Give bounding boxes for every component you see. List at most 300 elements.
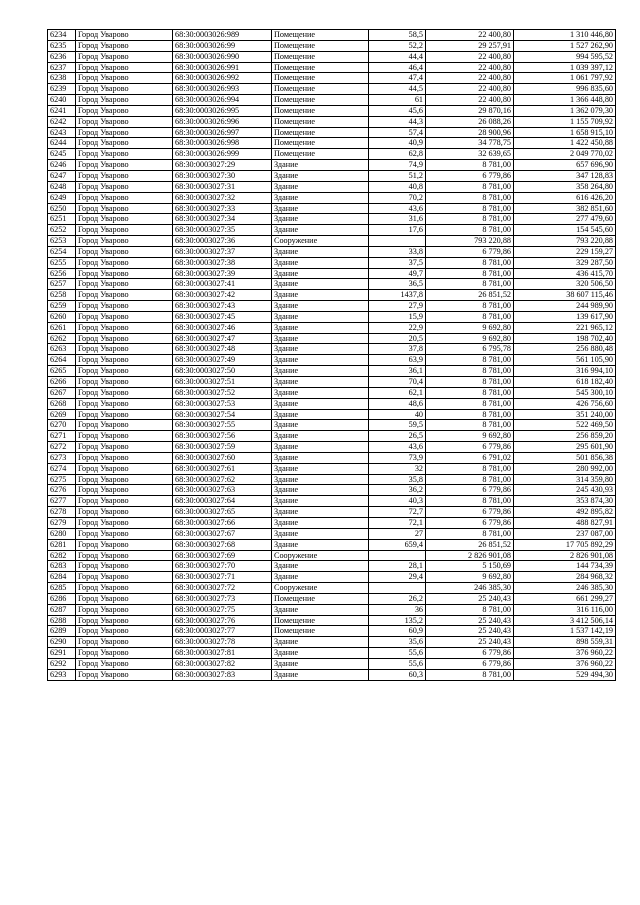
- cadastral-number-cell: 68:30:0003027:78: [173, 637, 272, 648]
- cadastral-value-cell: 256 880,48: [514, 344, 616, 355]
- specific-value-cell: 9 692,80: [426, 431, 514, 442]
- object-type-cell: Здание: [272, 225, 369, 236]
- table-row: [48, 246, 616, 257]
- locality-cell: Город Уварово: [76, 333, 173, 344]
- row-number-cell: 6274: [48, 463, 76, 474]
- cadastral-value-cell: 154 545,60: [514, 225, 616, 236]
- cadastral-value-cell: 618 182,40: [514, 377, 616, 388]
- cadastral-number-cell: 68:30:0003027:52: [173, 387, 272, 398]
- locality-cell: Город Уварово: [76, 420, 173, 431]
- specific-value-cell: 6 779,86: [426, 648, 514, 659]
- row-number-cell: 6254: [48, 246, 76, 257]
- row-number-cell: 6243: [48, 127, 76, 138]
- area-cell: 26,5: [369, 431, 426, 442]
- row-number-cell: 6280: [48, 528, 76, 539]
- locality-cell: Город Уварово: [76, 550, 173, 561]
- cadastral-number-cell: 68:30:0003027:69: [173, 550, 272, 561]
- specific-value-cell: 26 851,52: [426, 539, 514, 550]
- area-cell: 659,4: [369, 539, 426, 550]
- cadastral-number-cell: 68:30:0003027:77: [173, 626, 272, 637]
- row-number-cell: 6260: [48, 311, 76, 322]
- specific-value-cell: 22 400,80: [426, 84, 514, 95]
- table-row: [48, 658, 616, 669]
- area-cell: 58,5: [369, 30, 426, 41]
- locality-cell: Город Уварово: [76, 62, 173, 73]
- cadastral-value-cell: 246 385,30: [514, 583, 616, 594]
- object-type-cell: Помещение: [272, 593, 369, 604]
- row-number-cell: 6247: [48, 170, 76, 181]
- specific-value-cell: 8 781,00: [426, 268, 514, 279]
- row-number-cell: 6285: [48, 583, 76, 594]
- table-row: [48, 604, 616, 615]
- specific-value-cell: 8 781,00: [426, 398, 514, 409]
- row-number-cell: 6279: [48, 517, 76, 528]
- area-cell: 44,5: [369, 84, 426, 95]
- specific-value-cell: 22 400,80: [426, 30, 514, 41]
- row-number-cell: 6271: [48, 431, 76, 442]
- locality-cell: Город Уварово: [76, 626, 173, 637]
- cadastral-value-cell: 245 430,93: [514, 485, 616, 496]
- table-row: [48, 333, 616, 344]
- object-type-cell: Здание: [272, 170, 369, 181]
- locality-cell: Город Уварово: [76, 517, 173, 528]
- cadastral-number-cell: 68:30:0003027:71: [173, 572, 272, 583]
- cadastral-value-cell: 1 658 915,10: [514, 127, 616, 138]
- cadastral-value-cell: 492 895,82: [514, 507, 616, 518]
- row-number-cell: 6244: [48, 138, 76, 149]
- cadastral-number-cell: 68:30:0003027:68: [173, 539, 272, 550]
- object-type-cell: Здание: [272, 279, 369, 290]
- table-row: [48, 116, 616, 127]
- area-cell: 31,6: [369, 214, 426, 225]
- area-cell: 72,1: [369, 517, 426, 528]
- object-type-cell: Помещение: [272, 626, 369, 637]
- area-cell: 26,2: [369, 593, 426, 604]
- cadastral-value-cell: 358 264,80: [514, 181, 616, 192]
- area-cell: 22,9: [369, 322, 426, 333]
- row-number-cell: 6266: [48, 377, 76, 388]
- table-row: [48, 387, 616, 398]
- specific-value-cell: 8 781,00: [426, 496, 514, 507]
- specific-value-cell: 26 088,26: [426, 116, 514, 127]
- area-cell: 36,5: [369, 279, 426, 290]
- row-number-cell: 6287: [48, 604, 76, 615]
- locality-cell: Город Уварово: [76, 170, 173, 181]
- cadastral-number-cell: 68:30:0003027:53: [173, 398, 272, 409]
- area-cell: 43,6: [369, 442, 426, 453]
- locality-cell: Город Уварово: [76, 181, 173, 192]
- table-row: [48, 225, 616, 236]
- cadastral-value-cell: 314 359,80: [514, 474, 616, 485]
- object-type-cell: Здание: [272, 355, 369, 366]
- row-number-cell: 6239: [48, 84, 76, 95]
- table-row: [48, 561, 616, 572]
- cadastral-value-cell: 616 426,20: [514, 192, 616, 203]
- row-number-cell: 6255: [48, 257, 76, 268]
- area-cell: [369, 550, 426, 561]
- area-cell: 33,8: [369, 246, 426, 257]
- table-row: [48, 485, 616, 496]
- area-cell: 70,4: [369, 377, 426, 388]
- specific-value-cell: 32 639,65: [426, 149, 514, 160]
- object-type-cell: Здание: [272, 637, 369, 648]
- object-type-cell: Сооружение: [272, 550, 369, 561]
- row-number-cell: 6293: [48, 669, 76, 680]
- locality-cell: Город Уварово: [76, 669, 173, 680]
- specific-value-cell: 25 240,43: [426, 593, 514, 604]
- object-type-cell: Здание: [272, 409, 369, 420]
- cadastral-value-cell: 522 469,50: [514, 420, 616, 431]
- object-type-cell: Здание: [272, 192, 369, 203]
- row-number-cell: 6281: [48, 539, 76, 550]
- locality-cell: Город Уварово: [76, 387, 173, 398]
- locality-cell: Город Уварово: [76, 290, 173, 301]
- cadastral-number-cell: 68:30:0003026:992: [173, 73, 272, 84]
- table-row: [48, 539, 616, 550]
- area-cell: 40,8: [369, 181, 426, 192]
- object-type-cell: Здание: [272, 387, 369, 398]
- specific-value-cell: 793 220,88: [426, 236, 514, 247]
- cadastral-value-cell: 529 494,30: [514, 669, 616, 680]
- specific-value-cell: 28 900,96: [426, 127, 514, 138]
- object-type-cell: Помещение: [272, 105, 369, 116]
- cadastral-value-cell: 1 039 397,12: [514, 62, 616, 73]
- locality-cell: Город Уварово: [76, 127, 173, 138]
- cadastral-value-cell: 996 835,60: [514, 84, 616, 95]
- locality-cell: Город Уварово: [76, 377, 173, 388]
- row-number-cell: 6272: [48, 442, 76, 453]
- cadastral-value-cell: 376 960,22: [514, 658, 616, 669]
- cadastral-number-cell: 68:30:0003027:73: [173, 593, 272, 604]
- cadastral-number-cell: 68:30:0003027:55: [173, 420, 272, 431]
- cadastral-number-cell: 68:30:0003026:99: [173, 40, 272, 51]
- cadastral-number-cell: 68:30:0003027:65: [173, 507, 272, 518]
- object-type-cell: Здание: [272, 507, 369, 518]
- table-row: [48, 507, 616, 518]
- area-cell: 37,8: [369, 344, 426, 355]
- specific-value-cell: 9 692,80: [426, 333, 514, 344]
- specific-value-cell: 6 795,78: [426, 344, 514, 355]
- cadastral-number-cell: 68:30:0003027:59: [173, 442, 272, 453]
- row-number-cell: 6289: [48, 626, 76, 637]
- cadastral-number-cell: 68:30:0003027:61: [173, 463, 272, 474]
- locality-cell: Город Уварово: [76, 279, 173, 290]
- row-number-cell: 6252: [48, 225, 76, 236]
- cadastral-value-cell: 229 159,27: [514, 246, 616, 257]
- cadastral-number-cell: 68:30:0003027:29: [173, 160, 272, 171]
- specific-value-cell: 8 781,00: [426, 377, 514, 388]
- specific-value-cell: 6 779,86: [426, 485, 514, 496]
- cadastral-value-cell: 144 734,39: [514, 561, 616, 572]
- area-cell: 47,4: [369, 73, 426, 84]
- cadastral-value-cell: 295 601,90: [514, 442, 616, 453]
- specific-value-cell: 22 400,80: [426, 95, 514, 106]
- table-row: [48, 40, 616, 51]
- cadastral-number-cell: 68:30:0003027:50: [173, 366, 272, 377]
- cadastral-number-cell: 68:30:0003027:70: [173, 561, 272, 572]
- specific-value-cell: 5 150,69: [426, 561, 514, 572]
- object-type-cell: Здание: [272, 474, 369, 485]
- object-type-cell: Здание: [272, 246, 369, 257]
- cadastral-value-cell: 994 595,52: [514, 51, 616, 62]
- cadastral-value-cell: 898 559,31: [514, 637, 616, 648]
- locality-cell: Город Уварово: [76, 474, 173, 485]
- cadastral-number-cell: 68:30:0003027:56: [173, 431, 272, 442]
- object-type-cell: Здание: [272, 528, 369, 539]
- cadastral-value-cell: 38 607 115,46: [514, 290, 616, 301]
- row-number-cell: 6236: [48, 51, 76, 62]
- cadastral-number-cell: 68:30:0003027:37: [173, 246, 272, 257]
- table-row: [48, 279, 616, 290]
- locality-cell: Город Уварово: [76, 409, 173, 420]
- table-row: [48, 442, 616, 453]
- object-type-cell: Здание: [272, 268, 369, 279]
- cadastral-number-cell: 68:30:0003027:62: [173, 474, 272, 485]
- row-number-cell: 6237: [48, 62, 76, 73]
- row-number-cell: 6245: [48, 149, 76, 160]
- cadastral-value-cell: 353 874,30: [514, 496, 616, 507]
- row-number-cell: 6240: [48, 95, 76, 106]
- specific-value-cell: 8 781,00: [426, 225, 514, 236]
- specific-value-cell: 8 781,00: [426, 214, 514, 225]
- cadastral-number-cell: 68:30:0003026:998: [173, 138, 272, 149]
- cadastral-value-cell: 198 702,40: [514, 333, 616, 344]
- table-row: [48, 73, 616, 84]
- area-cell: 135,2: [369, 615, 426, 626]
- cadastral-number-cell: 68:30:0003027:63: [173, 485, 272, 496]
- cadastral-number-cell: 68:30:0003026:991: [173, 62, 272, 73]
- cadastral-number-cell: 68:30:0003027:54: [173, 409, 272, 420]
- object-type-cell: Здание: [272, 257, 369, 268]
- table-row: [48, 431, 616, 442]
- object-type-cell: Помещение: [272, 30, 369, 41]
- locality-cell: Город Уварово: [76, 344, 173, 355]
- cadastral-number-cell: 68:30:0003026:995: [173, 105, 272, 116]
- row-number-cell: 6284: [48, 572, 76, 583]
- object-type-cell: Помещение: [272, 116, 369, 127]
- locality-cell: Город Уварово: [76, 214, 173, 225]
- area-cell: 17,6: [369, 225, 426, 236]
- row-number-cell: 6265: [48, 366, 76, 377]
- row-number-cell: 6249: [48, 192, 76, 203]
- table-row: [48, 214, 616, 225]
- specific-value-cell: 8 781,00: [426, 160, 514, 171]
- cadastral-value-cell: 17 705 892,29: [514, 539, 616, 550]
- area-cell: 37,5: [369, 257, 426, 268]
- cadastral-number-cell: 68:30:0003026:999: [173, 149, 272, 160]
- cadastral-number-cell: 68:30:0003027:49: [173, 355, 272, 366]
- cadastral-number-cell: 68:30:0003026:989: [173, 30, 272, 41]
- locality-cell: Город Уварово: [76, 452, 173, 463]
- object-type-cell: Здание: [272, 539, 369, 550]
- area-cell: 45,6: [369, 105, 426, 116]
- locality-cell: Город Уварово: [76, 539, 173, 550]
- cadastral-value-cell: 501 856,38: [514, 452, 616, 463]
- locality-cell: Город Уварово: [76, 84, 173, 95]
- area-cell: 62,1: [369, 387, 426, 398]
- specific-value-cell: 9 692,80: [426, 322, 514, 333]
- locality-cell: Город Уварово: [76, 593, 173, 604]
- row-number-cell: 6262: [48, 333, 76, 344]
- specific-value-cell: 25 240,43: [426, 626, 514, 637]
- cadastral-value-cell: 139 617,90: [514, 311, 616, 322]
- locality-cell: Город Уварово: [76, 225, 173, 236]
- area-cell: 20,5: [369, 333, 426, 344]
- table-row: [48, 192, 616, 203]
- specific-value-cell: 8 781,00: [426, 387, 514, 398]
- area-cell: 46,4: [369, 62, 426, 73]
- area-cell: 28,1: [369, 561, 426, 572]
- locality-cell: Город Уварово: [76, 561, 173, 572]
- specific-value-cell: 8 781,00: [426, 669, 514, 680]
- area-cell: 60,9: [369, 626, 426, 637]
- locality-cell: Город Уварово: [76, 95, 173, 106]
- table-row: [48, 84, 616, 95]
- object-type-cell: Здание: [272, 322, 369, 333]
- table-row: [48, 236, 616, 247]
- row-number-cell: 6234: [48, 30, 76, 41]
- object-type-cell: Помещение: [272, 62, 369, 73]
- table-row: [48, 615, 616, 626]
- object-type-cell: Здание: [272, 658, 369, 669]
- cadastral-value-cell: 1 527 262,90: [514, 40, 616, 51]
- locality-cell: Город Уварово: [76, 366, 173, 377]
- table-row: [48, 452, 616, 463]
- object-type-cell: Здание: [272, 344, 369, 355]
- cadastral-number-cell: 68:30:0003027:38: [173, 257, 272, 268]
- cadastral-value-cell: 426 756,60: [514, 398, 616, 409]
- row-number-cell: 6273: [48, 452, 76, 463]
- specific-value-cell: 8 781,00: [426, 192, 514, 203]
- cadastral-value-cell: 1 422 450,88: [514, 138, 616, 149]
- row-number-cell: 6292: [48, 658, 76, 669]
- locality-cell: Город Уварово: [76, 192, 173, 203]
- object-type-cell: Здание: [272, 604, 369, 615]
- cadastral-number-cell: 68:30:0003027:64: [173, 496, 272, 507]
- area-cell: 62,8: [369, 149, 426, 160]
- specific-value-cell: 29 870,16: [426, 105, 514, 116]
- cadastral-number-cell: 68:30:0003027:82: [173, 658, 272, 669]
- object-type-cell: Здание: [272, 517, 369, 528]
- specific-value-cell: 6 779,86: [426, 442, 514, 453]
- cadastral-number-cell: 68:30:0003027:35: [173, 225, 272, 236]
- specific-value-cell: 8 781,00: [426, 463, 514, 474]
- cadastral-value-cell: 661 299,27: [514, 593, 616, 604]
- object-type-cell: Здание: [272, 377, 369, 388]
- table-row: [48, 648, 616, 659]
- specific-value-cell: 8 781,00: [426, 604, 514, 615]
- locality-cell: Город Уварово: [76, 355, 173, 366]
- row-number-cell: 6259: [48, 301, 76, 312]
- area-cell: 44,4: [369, 51, 426, 62]
- cadastral-number-cell: 68:30:0003026:994: [173, 95, 272, 106]
- row-number-cell: 6275: [48, 474, 76, 485]
- row-number-cell: 6253: [48, 236, 76, 247]
- table-row: [48, 149, 616, 160]
- cadastral-value-cell: 280 992,00: [514, 463, 616, 474]
- object-type-cell: Здание: [272, 561, 369, 572]
- cadastral-value-cell: 1 362 079,30: [514, 105, 616, 116]
- object-type-cell: Здание: [272, 333, 369, 344]
- cadastral-value-cell: 657 696,90: [514, 160, 616, 171]
- cadastral-number-cell: 68:30:0003027:31: [173, 181, 272, 192]
- object-type-cell: Здание: [272, 669, 369, 680]
- specific-value-cell: 6 779,86: [426, 170, 514, 181]
- cadastral-number-cell: 68:30:0003027:60: [173, 452, 272, 463]
- object-type-cell: Здание: [272, 442, 369, 453]
- cadastral-value-cell: 284 968,32: [514, 572, 616, 583]
- object-type-cell: Здание: [272, 398, 369, 409]
- row-number-cell: 6246: [48, 160, 76, 171]
- specific-value-cell: 22 400,80: [426, 51, 514, 62]
- row-number-cell: 6268: [48, 398, 76, 409]
- locality-cell: Город Уварово: [76, 311, 173, 322]
- row-number-cell: 6235: [48, 40, 76, 51]
- specific-value-cell: 8 781,00: [426, 528, 514, 539]
- specific-value-cell: 6 779,86: [426, 658, 514, 669]
- specific-value-cell: 8 781,00: [426, 181, 514, 192]
- area-cell: [369, 583, 426, 594]
- table-row: [48, 420, 616, 431]
- table-row: [48, 517, 616, 528]
- locality-cell: Город Уварово: [76, 116, 173, 127]
- cadastral-number-cell: 68:30:0003027:67: [173, 528, 272, 539]
- object-type-cell: Здание: [272, 311, 369, 322]
- locality-cell: Город Уварово: [76, 246, 173, 257]
- area-cell: 57,4: [369, 127, 426, 138]
- cadastral-number-cell: 68:30:0003027:36: [173, 236, 272, 247]
- cadastral-value-cell: 320 506,50: [514, 279, 616, 290]
- cadastral-number-cell: 68:30:0003027:47: [173, 333, 272, 344]
- object-type-cell: Помещение: [272, 40, 369, 51]
- specific-value-cell: 8 781,00: [426, 409, 514, 420]
- cadastral-value-cell: 436 415,70: [514, 268, 616, 279]
- row-number-cell: 6257: [48, 279, 76, 290]
- cadastral-value-cell: 1 061 797,92: [514, 73, 616, 84]
- specific-value-cell: 8 781,00: [426, 257, 514, 268]
- specific-value-cell: 34 778,75: [426, 138, 514, 149]
- specific-value-cell: 6 791,02: [426, 452, 514, 463]
- locality-cell: Город Уварово: [76, 301, 173, 312]
- object-type-cell: Помещение: [272, 95, 369, 106]
- table-row: [48, 203, 616, 214]
- cadastral-number-cell: 68:30:0003027:76: [173, 615, 272, 626]
- locality-cell: Город Уварово: [76, 268, 173, 279]
- area-cell: 1437,8: [369, 290, 426, 301]
- locality-cell: Город Уварово: [76, 30, 173, 41]
- table-row: [48, 311, 616, 322]
- locality-cell: Город Уварово: [76, 40, 173, 51]
- table-row: [48, 138, 616, 149]
- area-cell: 74,9: [369, 160, 426, 171]
- area-cell: 36,2: [369, 485, 426, 496]
- cadastral-value-cell: 347 128,83: [514, 170, 616, 181]
- locality-cell: Город Уварово: [76, 398, 173, 409]
- locality-cell: Город Уварово: [76, 442, 173, 453]
- row-number-cell: 6276: [48, 485, 76, 496]
- row-number-cell: 6277: [48, 496, 76, 507]
- cadastral-number-cell: 68:30:0003027:66: [173, 517, 272, 528]
- row-number-cell: 6269: [48, 409, 76, 420]
- cadastral-value-cell: 256 859,20: [514, 431, 616, 442]
- specific-value-cell: 25 240,43: [426, 615, 514, 626]
- area-cell: 43,6: [369, 203, 426, 214]
- row-number-cell: 6290: [48, 637, 76, 648]
- table-row: [48, 30, 616, 41]
- cadastral-number-cell: 68:30:0003026:993: [173, 84, 272, 95]
- row-number-cell: 6248: [48, 181, 76, 192]
- cadastral-value-cell: 561 105,90: [514, 355, 616, 366]
